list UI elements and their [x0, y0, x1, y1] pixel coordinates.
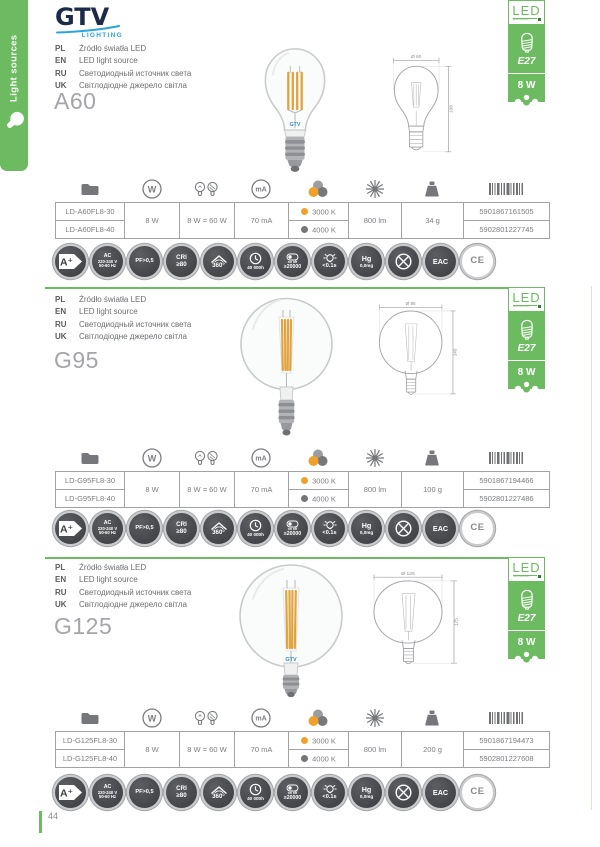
cert-switch-cycles-icon: on off ≥20000: [277, 246, 308, 277]
svg-text:Ø 125: Ø 125: [401, 572, 415, 577]
model-code-cell: LD-G125FL8-40: [56, 750, 125, 768]
weight-cell: 34 g: [402, 203, 464, 239]
spec-table: [55, 445, 549, 508]
cert-energy-class-icon: [55, 246, 86, 277]
svg-text:175: 175: [454, 618, 461, 626]
brand-name: GTV: [55, 3, 110, 31]
model-name: A60: [54, 88, 97, 114]
model-name: G95: [54, 347, 99, 373]
product-section: [0, 0, 600, 287]
flux-cell: 800 lm: [349, 732, 402, 768]
puzzle-edge: [508, 651, 545, 663]
svg-text:A⁺: A⁺: [59, 787, 74, 800]
cert-power-factor-icon: PF>0,5: [129, 513, 160, 544]
model-code-cell: LD-A60FL8-30: [56, 203, 125, 221]
led-badge: [508, 287, 545, 393]
e27-socket-icon: [515, 318, 539, 341]
technology-label: TECHNOLOGY: [513, 18, 537, 22]
technology-square: [538, 575, 541, 578]
cert-ce-icon: CE: [462, 246, 493, 277]
equivalent-wattage-icon: [194, 181, 219, 198]
cert-mercury-icon: Hg 0,0mg: [351, 513, 382, 544]
cert-mercury-icon: Hg 0,0mg: [351, 246, 382, 277]
spec-table-grid: [55, 731, 550, 768]
wattage-cell: 8 W: [125, 732, 180, 768]
led-label: LED: [512, 289, 541, 305]
led-badge: [508, 0, 545, 106]
lang-text: Светодиодный источник света: [79, 68, 192, 78]
bulb-photo: [240, 295, 333, 445]
badge-divider: [508, 630, 545, 631]
e27-socket-icon: [515, 588, 539, 611]
wattage-label: 8 W: [517, 80, 536, 91]
flux-cell: 800 lm: [349, 472, 402, 508]
cert-lifetime-icon: 40 000h: [240, 513, 271, 544]
technology-bar: [513, 575, 541, 579]
wattage-icon: [141, 447, 163, 469]
spec-table: [55, 176, 549, 239]
cert-energy-class-icon: [55, 777, 86, 808]
color-temperature-icon: [307, 709, 329, 727]
current-cell: 70 mA: [235, 472, 289, 508]
cert-beam-angle-icon: 360°: [203, 246, 234, 277]
barcode-cell: 5901867194473: [464, 732, 550, 750]
page-number: [39, 810, 58, 833]
equivalence-cell: 8 W = 60 W: [180, 472, 235, 508]
svg-text:Ø 95: Ø 95: [405, 300, 416, 306]
weight-icon: [423, 181, 441, 197]
certification-icons: [55, 777, 493, 808]
page-edge-line: [591, 286, 592, 810]
lang-text: LED light source: [79, 575, 138, 585]
bulb-photo: [252, 44, 338, 178]
svg-text:mA: mA: [255, 715, 267, 723]
spec-table-grid: [55, 471, 550, 508]
lang-text: Світлодіодне джерело світла: [79, 332, 187, 342]
technology-square: [538, 18, 541, 21]
svg-text:GTV: GTV: [285, 657, 297, 663]
socket-label: E27: [517, 56, 536, 67]
wattage-icon: [141, 707, 163, 729]
cert-switch-cycles-icon: on off ≥20000: [277, 513, 308, 544]
color-temp-cell: [289, 750, 349, 768]
table-row: [56, 732, 550, 750]
lang-text: Светодиодный источник света: [79, 587, 192, 597]
cert-power-factor-icon: PF>0,5: [129, 777, 160, 808]
cert-voltage-icon: AC 220-240 V 50-60 Hz: [92, 777, 123, 808]
socket-label: E27: [517, 343, 536, 354]
page-number-value: 44: [48, 811, 59, 821]
svg-text:108: 108: [449, 105, 455, 114]
section-divider: [45, 557, 508, 559]
cert-beam-angle-icon: 360°: [203, 777, 234, 808]
model-code-cell: LD-A60FL8-40: [56, 221, 125, 239]
lang-code: UK: [55, 81, 67, 91]
model-code-cell: LD-G95FL8-40: [56, 490, 125, 508]
cool-white-dot: [301, 755, 308, 762]
equivalent-wattage-icon: [194, 710, 219, 727]
weight-icon: [423, 710, 441, 726]
svg-text:Ø 60: Ø 60: [411, 55, 422, 61]
cert-voltage-icon: AC 220-240 V 50-60 Hz: [92, 246, 123, 277]
equivalent-wattage-icon: [194, 450, 219, 467]
cert-cri-icon: CRI ≥80: [166, 777, 197, 808]
cert-beam-angle-icon: 360°: [203, 513, 234, 544]
product-section: [0, 287, 600, 557]
cert-energy-class-icon: [55, 513, 86, 544]
current-icon: [250, 178, 272, 200]
barcode-icon: [489, 712, 523, 725]
cert-power-factor-icon: PF>0,5: [129, 246, 160, 277]
technology-square: [538, 305, 541, 308]
folder-icon: [80, 711, 100, 725]
flux-cell: 800 lm: [349, 203, 402, 239]
color-temperature-icon: [307, 449, 329, 467]
lang-code: RU: [55, 68, 67, 78]
cert-non-dimmable-icon: [388, 777, 419, 808]
svg-text:W: W: [147, 713, 156, 724]
cert-cri-icon: CRI ≥80: [166, 246, 197, 277]
svg-text:W: W: [147, 184, 156, 195]
lang-code: RU: [55, 319, 67, 329]
wattage-label: 8 W: [517, 367, 536, 378]
cert-ce-icon: CE: [462, 513, 493, 544]
weight-cell: 200 g: [402, 732, 464, 768]
table-row: [56, 203, 550, 221]
luminous-flux-icon: [365, 448, 385, 468]
lang-code: PL: [55, 563, 66, 572]
warm-white-dot: [301, 208, 308, 215]
badge-divider: [508, 73, 545, 74]
cert-voltage-icon: AC 220-240 V 50-60 Hz: [92, 513, 123, 544]
socket-box: [508, 25, 545, 94]
socket-label: E27: [517, 613, 536, 624]
lang-code: EN: [55, 575, 67, 585]
technology-label: TECHNOLOGY: [513, 575, 537, 579]
cert-eac-icon: EAC: [425, 246, 456, 277]
puzzle-edge: [508, 381, 545, 393]
barcode-cell: 5901867161505: [464, 203, 550, 221]
lang-text: Світлодіодне джерело світла: [79, 600, 187, 610]
cert-non-dimmable-icon: [388, 513, 419, 544]
lang-text: Светодиодный источник света: [79, 319, 192, 329]
cool-white-dot: [301, 226, 308, 233]
current-cell: 70 mA: [235, 203, 289, 239]
color-temp-cell: [289, 203, 349, 221]
color-temp-value: 3000 K: [312, 736, 336, 746]
led-label: LED: [512, 559, 541, 575]
cert-non-dimmable-icon: [388, 246, 419, 277]
spec-table-header: [55, 705, 549, 731]
cert-switch-cycles-icon: on off ≥20000: [277, 777, 308, 808]
cool-white-dot: [301, 495, 308, 502]
current-icon: [250, 447, 272, 469]
equivalence-cell: 8 W = 60 W: [180, 732, 235, 768]
svg-text:mA: mA: [255, 455, 267, 463]
cert-mercury-icon: Hg 0,0mg: [351, 777, 382, 808]
lang-text: Źródło światła LED: [79, 563, 147, 572]
lang-code: UK: [55, 600, 67, 610]
cert-ce-icon: CE: [462, 777, 493, 808]
technology-label: TECHNOLOGY: [513, 305, 537, 309]
color-temp-cell: [289, 472, 349, 490]
model-code-cell: LD-G125FL8-30: [56, 732, 125, 750]
technology-bar: [513, 305, 541, 309]
table-row: [56, 472, 550, 490]
product-section: [0, 557, 600, 810]
technology-bar: [513, 18, 541, 22]
certification-icons: [55, 246, 493, 277]
brand-subtitle: LIGHTING: [81, 32, 123, 39]
lang-code: PL: [55, 295, 66, 304]
barcode-cell: 5901867194466: [464, 472, 550, 490]
lang-text: Źródło światła LED: [79, 295, 147, 304]
color-temp-value: 4000 K: [312, 225, 336, 235]
barcode-cell: 5902801227745: [464, 221, 550, 239]
lang-code: EN: [55, 307, 67, 317]
weight-icon: [423, 450, 441, 466]
spec-table: [55, 705, 549, 768]
led-badge: [508, 557, 545, 663]
equivalence-cell: 8 W = 60 W: [180, 203, 235, 239]
folder-icon: [80, 451, 100, 465]
wattage-icon: [141, 178, 163, 200]
luminous-flux-icon: [365, 179, 385, 199]
puzzle-edge: [508, 94, 545, 106]
cert-instant-on-icon: <0.1s: [314, 777, 345, 808]
dimension-drawing: [366, 569, 466, 697]
lang-text: LED light source: [79, 307, 138, 317]
cert-instant-on-icon: <0.1s: [314, 246, 345, 277]
barcode-icon: [489, 183, 523, 196]
color-temp-cell: [289, 221, 349, 239]
certification-icons: [55, 513, 493, 544]
led-technology-box: [508, 557, 545, 582]
spec-table-grid: [55, 202, 550, 239]
wattage-label: 8 W: [517, 637, 536, 648]
lang-code: UK: [55, 332, 67, 342]
lang-text: Світлодіодне джерело світла: [79, 81, 187, 91]
socket-box: [508, 582, 545, 651]
color-temperature-icon: [307, 180, 329, 198]
luminous-flux-icon: [365, 708, 385, 728]
spec-table-header: [55, 176, 549, 202]
dimension-drawing: [372, 299, 464, 428]
current-cell: 70 mA: [235, 732, 289, 768]
e27-socket-icon: [515, 31, 539, 54]
model-name: G125: [54, 613, 113, 639]
cert-lifetime-icon: 40 000h: [240, 777, 271, 808]
color-temp-value: 3000 K: [312, 207, 336, 217]
cert-eac-icon: EAC: [425, 777, 456, 808]
sidebar-label: Light sources: [8, 34, 20, 102]
warm-white-dot: [301, 477, 308, 484]
color-temp-cell: [289, 732, 349, 750]
folder-icon: [80, 182, 100, 196]
svg-text:A⁺: A⁺: [59, 256, 74, 269]
led-technology-box: [508, 287, 545, 312]
weight-cell: 100 g: [402, 472, 464, 508]
lang-text: Źródło światła LED: [79, 44, 147, 53]
lang-code: RU: [55, 587, 67, 597]
cert-instant-on-icon: <0.1s: [314, 513, 345, 544]
warm-white-dot: [301, 737, 308, 744]
spec-table-header: [55, 445, 549, 471]
wattage-cell: 8 W: [125, 203, 180, 239]
dimension-drawing: [382, 52, 458, 168]
color-temp-value: 4000 K: [312, 494, 336, 504]
socket-box: [508, 312, 545, 381]
led-label: LED: [512, 2, 541, 18]
color-temp-value: 4000 K: [312, 754, 336, 764]
lang-text: LED light source: [79, 56, 138, 66]
color-temp-cell: [289, 490, 349, 508]
svg-text:GTV: GTV: [289, 121, 301, 128]
page-number-tick: [39, 811, 42, 833]
barcode-cell: 5902801227608: [464, 750, 550, 768]
cert-lifetime-icon: 40 000h: [240, 246, 271, 277]
badge-divider: [508, 360, 545, 361]
current-icon: [250, 707, 272, 729]
svg-text:mA: mA: [255, 186, 267, 194]
barcode-cell: 5902801227486: [464, 490, 550, 508]
led-technology-box: [508, 0, 545, 25]
svg-text:A⁺: A⁺: [59, 523, 74, 536]
lang-code: PL: [55, 44, 66, 53]
barcode-icon: [489, 452, 523, 465]
wattage-cell: 8 W: [125, 472, 180, 508]
color-temp-value: 3000 K: [312, 476, 336, 486]
section-divider: [45, 287, 508, 289]
model-code-cell: LD-G95FL8-30: [56, 472, 125, 490]
bulb-photo: [238, 563, 344, 698]
svg-text:W: W: [147, 453, 156, 464]
svg-text:140: 140: [452, 348, 458, 357]
cert-eac-icon: EAC: [425, 513, 456, 544]
cert-cri-icon: CRI ≥80: [166, 513, 197, 544]
lang-code: EN: [55, 56, 67, 66]
